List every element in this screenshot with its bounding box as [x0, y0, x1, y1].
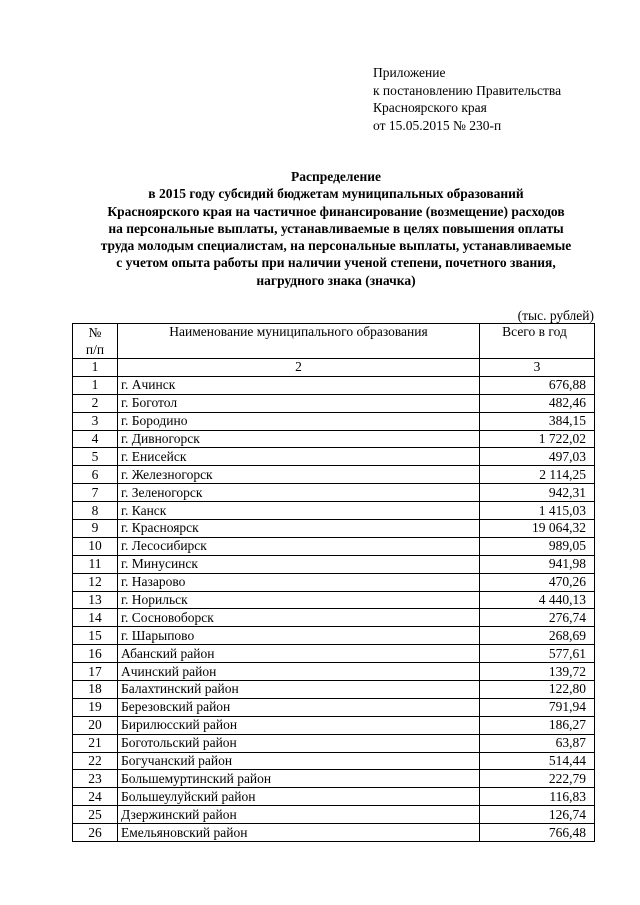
row-name: Балахтинский район	[118, 681, 480, 699]
row-name: г. Боготол	[118, 394, 480, 412]
table-row	[73, 448, 595, 466]
table-row	[73, 591, 595, 609]
row-sum: 2 114,25	[480, 466, 595, 484]
header-name: Наименование муниципального образования	[118, 324, 480, 359]
row-sum: 470,26	[480, 573, 595, 591]
row-sum: 989,05	[480, 537, 595, 555]
row-name: г. Енисейск	[118, 448, 480, 466]
row-sum: 276,74	[480, 609, 595, 627]
row-sum: 384,15	[480, 412, 595, 430]
table-row	[73, 394, 595, 412]
row-number: 6	[73, 466, 118, 484]
row-number: 19	[73, 698, 118, 716]
row-sum: 116,83	[480, 788, 595, 806]
row-number: 20	[73, 716, 118, 734]
table-row	[73, 681, 595, 699]
row-name: Абанский район	[118, 645, 480, 663]
row-name: Большеулуйский район	[118, 788, 480, 806]
table-row	[73, 466, 595, 484]
row-number: 11	[73, 555, 118, 573]
row-number: 4	[73, 430, 118, 448]
row-name: г. Норильск	[118, 591, 480, 609]
table-row	[73, 716, 595, 734]
row-number: 10	[73, 537, 118, 555]
table-row	[73, 663, 595, 681]
row-name: г. Назарово	[118, 573, 480, 591]
appendix-line: от 15.05.2015 № 230-п	[373, 117, 502, 133]
appendix-line: Красноярского края	[373, 100, 487, 115]
table-row	[73, 555, 595, 573]
table-header-row	[73, 324, 595, 359]
row-sum: 942,31	[480, 484, 595, 502]
table-row	[73, 645, 595, 663]
title-line: нагрудного знака (значка)	[256, 272, 416, 288]
title-line: Распределение	[290, 169, 382, 184]
header-number	[73, 324, 118, 359]
appendix-line: Приложение	[373, 65, 446, 80]
row-number: 18	[73, 681, 118, 699]
table-row	[73, 627, 595, 645]
table-row	[73, 698, 595, 716]
row-sum: 791,94	[480, 698, 595, 716]
row-number: 2	[73, 394, 118, 412]
row-name: г. Зеленогорск	[118, 484, 480, 502]
title-line: труда молодым специалистам, на персональные выплаты, устанавливаемые	[100, 238, 572, 254]
row-number: 3	[73, 412, 118, 430]
header-sum: Всего в год	[480, 324, 595, 359]
row-sum: 577,61	[480, 645, 595, 663]
row-name: Ачинский район	[118, 663, 480, 681]
document-title	[72, 168, 600, 289]
table-row	[73, 806, 595, 824]
row-name: Березовский район	[118, 698, 480, 716]
row-sum: 766,48	[480, 824, 595, 842]
table-index-row	[73, 359, 595, 377]
row-sum: 268,69	[480, 627, 595, 645]
row-name: г. Железногорск	[118, 466, 480, 484]
header-number-line2: п/п	[85, 342, 105, 357]
row-name: Богучанский район	[118, 752, 480, 770]
row-number: 12	[73, 573, 118, 591]
header-number-line1: №	[88, 325, 102, 340]
row-name: г. Ачинск	[118, 376, 480, 394]
table-row	[73, 824, 595, 842]
row-sum: 139,72	[480, 663, 595, 681]
table-row	[73, 537, 595, 555]
row-number: 5	[73, 448, 118, 466]
row-name: г. Дивногорск	[118, 430, 480, 448]
row-sum: 19 064,32	[480, 520, 595, 538]
table-row	[73, 788, 595, 806]
row-sum: 63,87	[480, 734, 595, 752]
row-sum: 482,46	[480, 394, 595, 412]
row-number: 26	[73, 824, 118, 842]
row-sum: 222,79	[480, 770, 595, 788]
row-sum: 514,44	[480, 752, 595, 770]
table-row	[73, 430, 595, 448]
row-number: 17	[73, 663, 118, 681]
table-row	[73, 770, 595, 788]
row-number: 23	[73, 770, 118, 788]
row-name: г. Лесосибирск	[118, 537, 480, 555]
table-row	[73, 609, 595, 627]
row-name: Дзержинский район	[118, 806, 480, 824]
row-sum: 126,74	[480, 806, 595, 824]
table-row	[73, 734, 595, 752]
row-name: г. Бородино	[118, 412, 480, 430]
table-row	[73, 573, 595, 591]
units-label: (тыс. рублей)	[517, 308, 594, 323]
row-number: 16	[73, 645, 118, 663]
title-line: Красноярского края на частичное финансирование (возмещение) расходов	[107, 203, 565, 219]
row-sum: 4 440,13	[480, 591, 595, 609]
row-number: 1	[73, 376, 118, 394]
row-sum: 676,88	[480, 376, 595, 394]
row-sum: 122,80	[480, 681, 595, 699]
appendix-block	[373, 64, 561, 134]
row-sum: 941,98	[480, 555, 595, 573]
index-cell: 2	[118, 359, 480, 377]
row-name: Емельяновский район	[118, 824, 480, 842]
appendix-line: к постановлению Правительства	[373, 82, 562, 98]
row-sum: 1 722,02	[480, 430, 595, 448]
table-row	[73, 752, 595, 770]
row-number: 24	[73, 788, 118, 806]
row-name: г. Сосновоборск	[118, 609, 480, 627]
row-number: 21	[73, 734, 118, 752]
table-body	[73, 376, 595, 841]
row-name: Бирилюсский район	[118, 716, 480, 734]
row-name: г. Минусинск	[118, 555, 480, 573]
row-number: 9	[73, 520, 118, 538]
row-name: г. Канск	[118, 502, 480, 520]
row-name: Большемуртинский район	[118, 770, 480, 788]
index-cell: 3	[480, 359, 595, 377]
table-row	[73, 412, 595, 430]
row-sum: 186,27	[480, 716, 595, 734]
distribution-table	[72, 323, 595, 842]
title-line: с учетом опыта работы при наличии ученой степени, почетного звания,	[116, 255, 556, 271]
title-line: в 2015 году субсидий бюджетам муниципальных образований	[148, 186, 524, 202]
row-name: г. Шарыпово	[118, 627, 480, 645]
index-cell: 1	[73, 359, 118, 377]
title-line: на персональные выплаты, устанавливаемые в целях повышения оплаты	[108, 220, 564, 236]
row-name: г. Красноярск	[118, 520, 480, 538]
row-number: 14	[73, 609, 118, 627]
row-number: 7	[73, 484, 118, 502]
table-row	[73, 484, 595, 502]
table-row	[73, 520, 595, 538]
table-row	[73, 502, 595, 520]
table-row	[73, 376, 595, 394]
row-number: 22	[73, 752, 118, 770]
row-number: 8	[73, 502, 118, 520]
row-name: Боготольский район	[118, 734, 480, 752]
row-sum: 497,03	[480, 448, 595, 466]
row-sum: 1 415,03	[480, 502, 595, 520]
row-number: 25	[73, 806, 118, 824]
row-number: 15	[73, 627, 118, 645]
row-number: 13	[73, 591, 118, 609]
